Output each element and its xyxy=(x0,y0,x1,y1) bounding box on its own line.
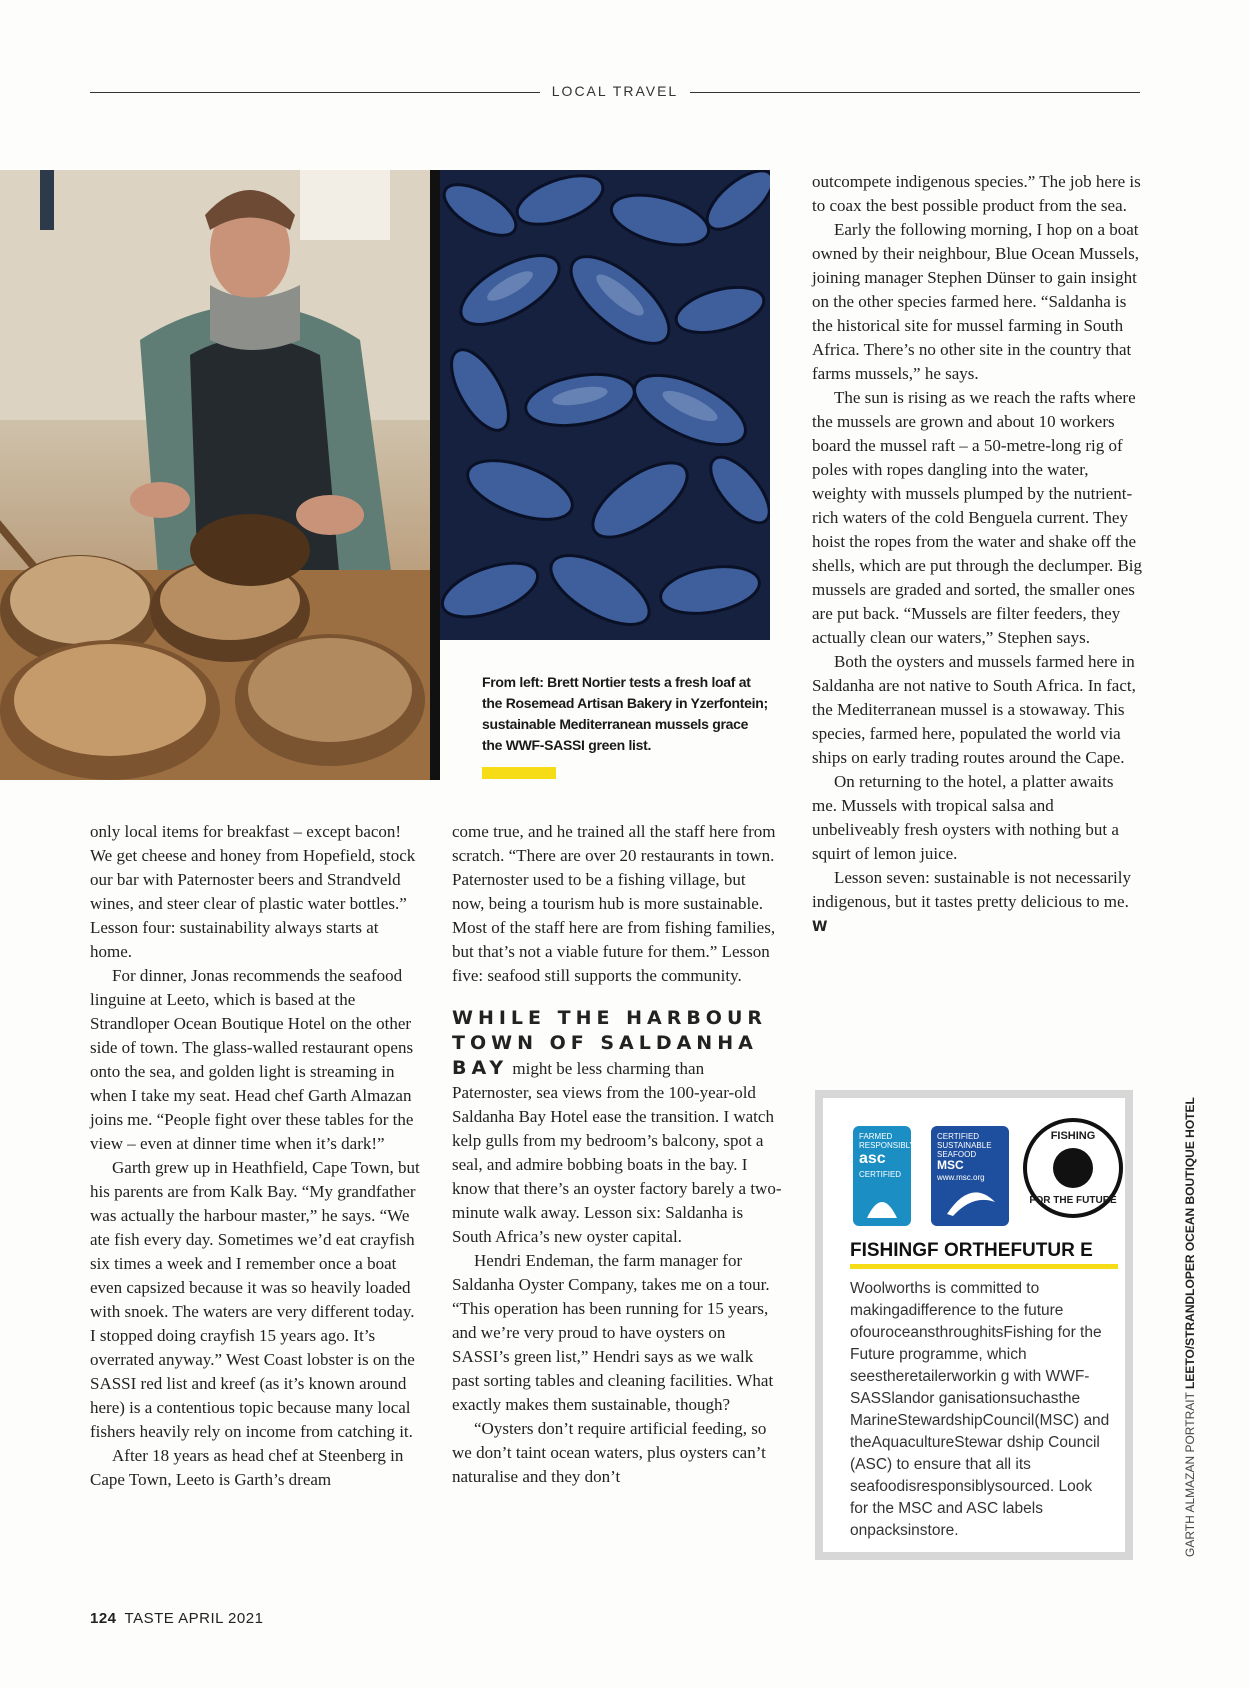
photo-divider xyxy=(430,170,440,780)
caption-accent-bar xyxy=(482,767,556,779)
fishing-for-the-future-box xyxy=(815,1090,1133,1560)
paragraph: After 18 years as head chef at Steenberg in Cape Town, Leeto is Garth’s dream xyxy=(90,1446,404,1489)
signoff-mark: W xyxy=(812,919,828,935)
article-column-right xyxy=(812,170,1142,939)
paragraph: The sun is rising as we reach the rafts where the mussels are grown and about 10 workers board the mussel raft – a 50-metre-long rig of poles with ropes dangling into the water, weighty with mussels plumped by the nutrient-rich waters of the cold Benguela current. They hoist the ropes from the water and shake off the shells, which are put through the declumper. Big mussels are graded and sorted, the smaller ones are put back. “Mussels are filter feeders, they actually clean our waters,” Stephen says. xyxy=(812,388,1143,647)
fftf-logo-top-text: FISHING xyxy=(1050,1130,1096,1142)
issue-label: TASTE APRIL 2021 xyxy=(124,1610,264,1627)
photo-credit xyxy=(1183,1097,1203,1557)
asc-logo-icon xyxy=(853,1126,915,1226)
msc-logo-tagline: CERTIFIED SUSTAINABLE SEAFOOD xyxy=(937,1132,992,1159)
header-rule-right xyxy=(690,92,1140,93)
section-subhead: WHILE THE HARBOUR TOWN OF SALDANHA BAY xyxy=(452,1007,768,1079)
paragraph-text: Lesson seven: sustainable is not necessarily indigenous, but it tastes pretty delicious to me. xyxy=(812,868,1131,911)
article-column-middle xyxy=(452,820,782,1489)
photo-caption: From left: Brett Nortier tests a fresh loaf at the Rosemead Artisan Bakery in Yzerfontein; sustainable Mediterranean mussels grace the WWF-SASSI green list. xyxy=(482,674,768,753)
credit-prefix: GARTH ALMAZAN PORTRAIT xyxy=(1183,1388,1197,1557)
fish-icon xyxy=(1053,1148,1093,1188)
paragraph: come true, and he trained all the staff here from scratch. “There are over 20 restaurants in town. Paternoster used to be a fishing village, but now, being a tourism hub is more sustainable. Most of the staff here are from fishing families, but that’s not a viable future for them.” Lesson five: seafood still supports the community. xyxy=(452,822,776,985)
bread-photo xyxy=(0,170,430,780)
box-title-accent-bar xyxy=(850,1264,1118,1269)
credit-bold: LEETO/STRANDLOPER OCEAN BOUTIQUE HOTEL xyxy=(1183,1097,1197,1389)
msc-logo-url: www.msc.org xyxy=(937,1173,985,1182)
fishing-for-the-future-logo-icon xyxy=(1023,1118,1123,1218)
paragraph: only local items for breakfast – except bacon! We get cheese and honey from Hopefield, stock our bar with Paternoster beers and Strandveld wines, and steer clear of plastic water bottles.” Lesson four: sustainability always starts at home. xyxy=(90,822,416,961)
section-label: LOCAL TRAVEL xyxy=(551,83,679,99)
msc-logo-icon xyxy=(931,1126,1009,1226)
page-number: 124 xyxy=(90,1610,117,1627)
paragraph xyxy=(812,866,1142,939)
paragraph: outcompete indigenous species.” The job here is to coax the best possible product from the sea. xyxy=(812,172,1141,215)
mussels-photo xyxy=(440,170,770,640)
paragraph: “Oysters don’t require artificial feeding, so we don’t taint ocean waters, plus oysters can’t naturalise and they don’t xyxy=(452,1419,767,1486)
fftf-logo-bottom-text: FOR THE FUTURE xyxy=(1029,1195,1117,1206)
asc-logo-text: asc xyxy=(859,1150,886,1167)
paragraph: Early the following morning, I hop on a boat owned by their neighbour, Blue Ocean Mussels, joining manager Stephen Dünser to gain insight on the other species farmed here. “Saldanha is the historical site for mussel farming in South Africa. There’s no other site in the country that farms mussels,” he says. xyxy=(812,220,1139,383)
paragraph: Hendri Endeman, the farm manager for Saldanha Oyster Company, takes me on a tour. “This operation has been running for 15 years, and we’re very proud to have oysters on SASSI’s green list,” Hendri says as we walk past sorting tables and cleaning facilities. What exactly makes them sustainable, though? xyxy=(452,1251,774,1414)
article-column-left xyxy=(90,820,420,1492)
paragraph: On returning to the hotel, a platter awaits me. Mussels with tropical salsa and unbeliveably fresh oysters with nothing but a squirt of lemon juice. xyxy=(812,772,1119,863)
paragraph-text: might be less charming than Paternoster, sea views from the 100-year-old Saldanha Bay Hotel ease the transition. I watch kelp gulls from my bedroom’s balcony, spot a seal, and admire bobbing boats in the bay. I know that there’s an oyster factory barely a two-minute walk away. Lesson six: Saldanha is South Africa’s new oyster capital. xyxy=(452,1059,782,1246)
page-footer xyxy=(90,1610,263,1627)
asc-logo-certified: CERTIFIED xyxy=(859,1170,902,1179)
msc-logo-text: MSC xyxy=(937,1158,964,1172)
asc-logo-tagline: FARMED RESPONSIBLY xyxy=(859,1132,915,1150)
paragraph: Both the oysters and mussels farmed here in Saldanha are not native to South Africa. In fact, the Mediterranean mussel is a stowaway. This species, farmed here, populated the world via ships on early trading routes around the Cape. xyxy=(812,652,1136,767)
box-body: Woolworths is committed to makingadifference to the future ofouroceansthroughitsFishing for the Future programme, which seestheretailerworkin g with WWF-SASSlandor ganisationsuchasthe MarineStewardshipCouncil(MSC) and theAquacultureStewar dship Council (ASC) to ensure that all its seafoodisresponsiblysourced. Look for the MSC and ASC labels onpacksinstore. xyxy=(850,1280,1110,1539)
paragraph: Garth grew up in Heathfield, Cape Town, but his parents are from Kalk Bay. “My grandfather was actually the harbour master,” he says. “We ate fish every day. Sometimes we’d eat crayfish six times a week and I remember once a boat even capsized because it was so heavily loaded with snoek. The waters are very different today. I stopped doing crayfish 15 years ago. It’s overrated anyway.” West Coast lobster is on the SASSI red list and kreef (as it’s known around here) is a contentious topic because many local fishers heavily rely on income from catching it. xyxy=(90,1158,420,1441)
box-title: FISHINGF ORTHEFUTUR E xyxy=(850,1240,1093,1261)
paragraph: For dinner, Jonas recommends the seafood linguine at Leeto, which is based at the Strandloper Ocean Boutique Hotel on the other side of town. The glass-walled restaurant opens onto the sea, and golden light is streaming in when I take my seat. Head chef Garth Almazan joins me. “People fight over these tables for the view – even at dinner time when it’s dark!” xyxy=(90,966,414,1153)
paragraph xyxy=(452,1006,782,1249)
